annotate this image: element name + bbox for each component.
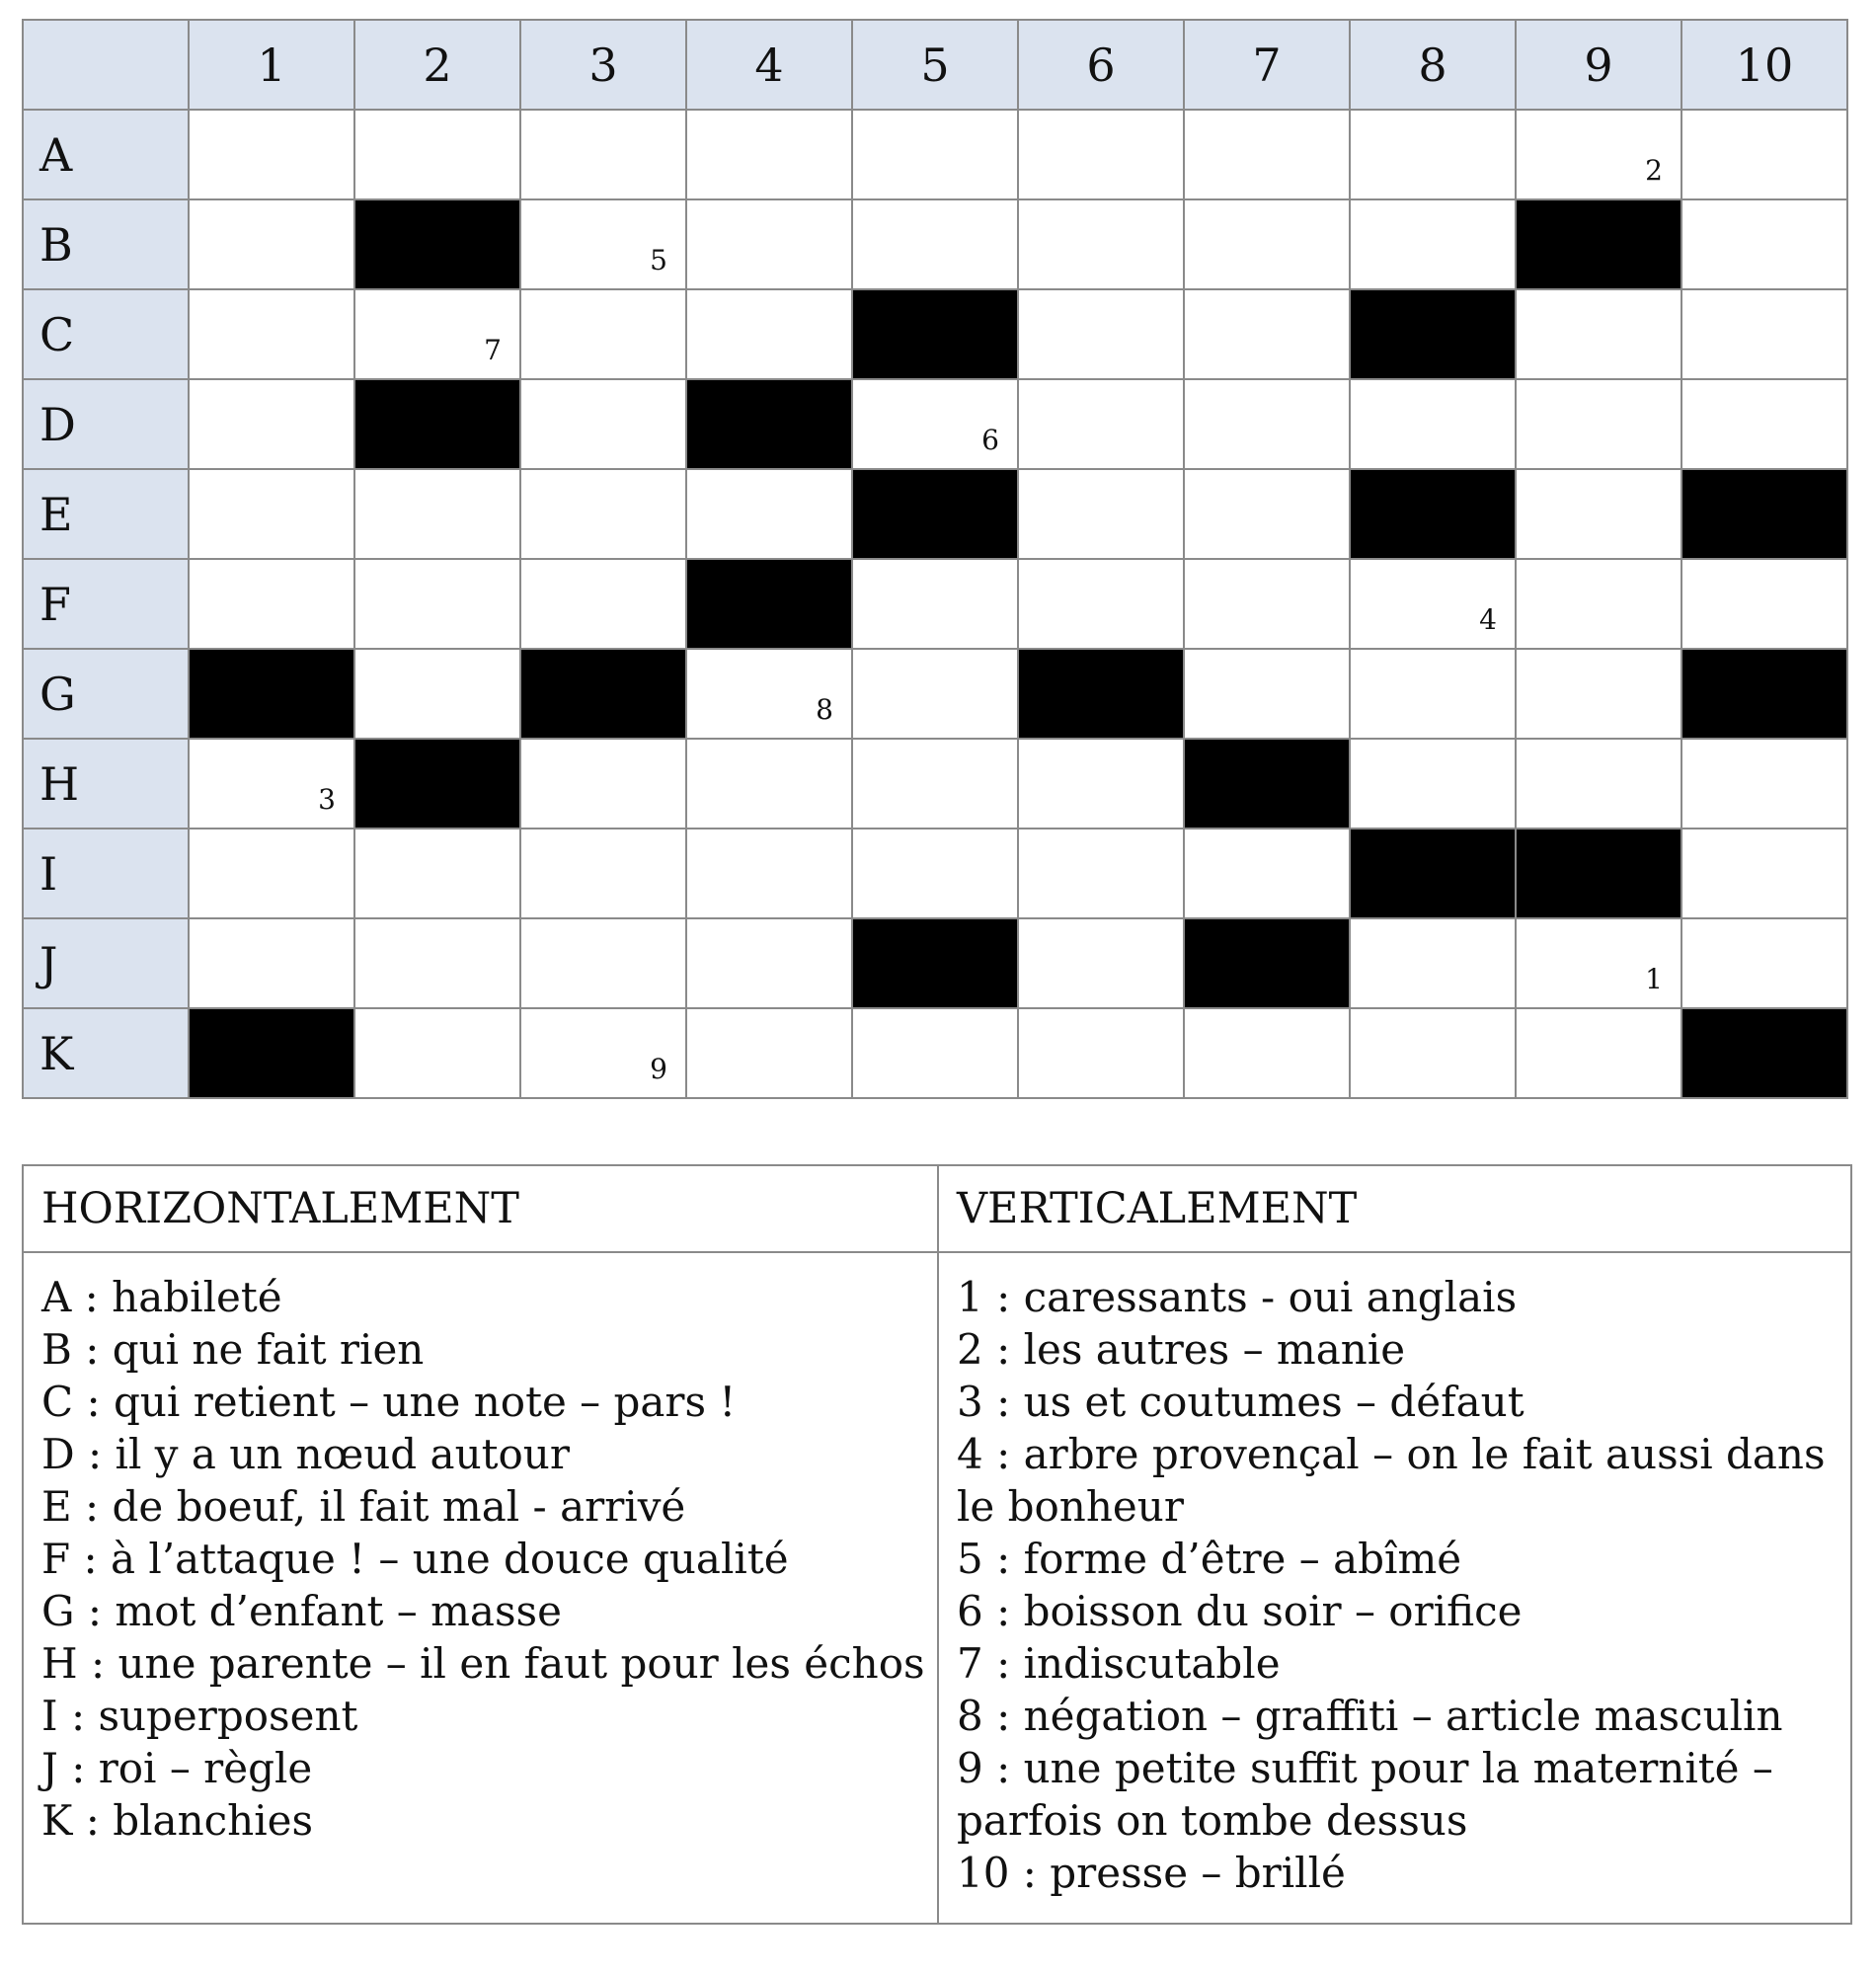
grid-row-B (23, 199, 1847, 289)
grid-cell-D3[interactable] (520, 379, 686, 469)
grid-cell-F10[interactable] (1681, 559, 1847, 649)
grid-cell-C10[interactable] (1681, 289, 1847, 379)
column-header-9: 9 (1516, 20, 1681, 110)
grid-cell-F9[interactable] (1516, 559, 1681, 649)
black-cell-E10 (1681, 469, 1847, 559)
grid-cell-E9[interactable] (1516, 469, 1681, 559)
grid-cell-H10[interactable] (1681, 739, 1847, 829)
grid-cell-F8[interactable] (1350, 559, 1516, 649)
grid-row-I (23, 829, 1847, 918)
grid-cell-K9[interactable] (1516, 1008, 1681, 1098)
black-cell-J7 (1184, 918, 1350, 1008)
horizontal-clue: J : roi – règle (41, 1744, 313, 1792)
grid-row-A (23, 110, 1847, 199)
black-cell-J5 (852, 918, 1018, 1008)
clues-body-row (23, 1252, 1851, 1924)
grid-cell-K8[interactable] (1350, 1008, 1516, 1098)
row-header-E: E (23, 469, 189, 559)
column-header-5: 5 (852, 20, 1018, 110)
vertical-clue: 3 : us et coutumes – défaut (957, 1378, 1524, 1426)
horizontal-clue: B : qui ne fait rien (41, 1325, 425, 1374)
grid-cell-A4[interactable] (686, 110, 852, 199)
grid-cell-H5[interactable] (852, 739, 1018, 829)
horizontal-clue: F : à l’attaque ! – une douce qualité (41, 1535, 789, 1583)
grid-cell-I1[interactable] (189, 829, 354, 918)
grid-cell-D8[interactable] (1350, 379, 1516, 469)
grid-cell-A3[interactable] (520, 110, 686, 199)
row-header-B: B (23, 199, 189, 289)
grid-cell-H9[interactable] (1516, 739, 1681, 829)
grid-cell-I2[interactable] (354, 829, 520, 918)
clue-number: 1 (1645, 963, 1663, 995)
corner-cell (23, 20, 189, 110)
grid-cell-E2[interactable] (354, 469, 520, 559)
column-header-row (23, 20, 1847, 110)
grid-row-K (23, 1008, 1847, 1098)
horizontal-clue-list (23, 1252, 938, 1924)
grid-cell-A9[interactable] (1516, 110, 1681, 199)
row-header-D: D (23, 379, 189, 469)
column-header-3: 3 (520, 20, 686, 110)
horizontal-title: HORIZONTALEMENT (23, 1165, 938, 1252)
black-cell-F4 (686, 559, 852, 649)
column-header-10: 10 (1681, 20, 1847, 110)
grid-cell-C9[interactable] (1516, 289, 1681, 379)
vertical-clue-list (938, 1252, 1851, 1924)
grid-row-D (23, 379, 1847, 469)
grid-cell-K4[interactable] (686, 1008, 852, 1098)
row-header-K: K (23, 1008, 189, 1098)
black-cell-H2 (354, 739, 520, 829)
black-cell-G6 (1018, 649, 1184, 739)
grid-cell-I4[interactable] (686, 829, 852, 918)
grid-cell-K5[interactable] (852, 1008, 1018, 1098)
grid-cell-E6[interactable] (1018, 469, 1184, 559)
grid-cell-B10[interactable] (1681, 199, 1847, 289)
grid-cell-G4[interactable] (686, 649, 852, 739)
grid-row-C (23, 289, 1847, 379)
grid-cell-I5[interactable] (852, 829, 1018, 918)
grid-cell-G5[interactable] (852, 649, 1018, 739)
row-header-F: F (23, 559, 189, 649)
grid-cell-A10[interactable] (1681, 110, 1847, 199)
horizontal-clue: D : il y a un nœud autour (41, 1430, 570, 1478)
grid-cell-J4[interactable] (686, 918, 852, 1008)
horizontal-clue: K : blanchies (41, 1796, 314, 1845)
vertical-clue: 9 : une petite suffit pour la maternité – (957, 1744, 1773, 1792)
grid-cell-J1[interactable] (189, 918, 354, 1008)
grid-cell-C4[interactable] (686, 289, 852, 379)
grid-cell-G7[interactable] (1184, 649, 1350, 739)
grid-cell-J9[interactable] (1516, 918, 1681, 1008)
clue-number: 9 (650, 1053, 667, 1085)
clues-table (22, 1164, 1852, 1925)
grid-cell-K2[interactable] (354, 1008, 520, 1098)
grid-cell-B5[interactable] (852, 199, 1018, 289)
row-header-J: J (23, 918, 189, 1008)
row-header-A: A (23, 110, 189, 199)
vertical-clue: 6 : boisson du soir – orifice (957, 1587, 1523, 1635)
grid-cell-H3[interactable] (520, 739, 686, 829)
horizontal-clue: E : de boeuf, il fait mal - arrivé (41, 1482, 686, 1531)
grid-cell-H4[interactable] (686, 739, 852, 829)
clue-number: 6 (981, 424, 999, 456)
black-cell-K10 (1681, 1008, 1847, 1098)
black-cell-K1 (189, 1008, 354, 1098)
black-cell-G1 (189, 649, 354, 739)
grid-cell-H1[interactable] (189, 739, 354, 829)
clue-number: 7 (484, 334, 502, 366)
black-cell-C5 (852, 289, 1018, 379)
grid-cell-F6[interactable] (1018, 559, 1184, 649)
black-cell-E8 (1350, 469, 1516, 559)
grid-cell-C3[interactable] (520, 289, 686, 379)
grid-cell-A2[interactable] (354, 110, 520, 199)
grid-cell-B4[interactable] (686, 199, 852, 289)
horizontal-clue: I : superposent (41, 1692, 358, 1740)
grid-cell-J8[interactable] (1350, 918, 1516, 1008)
grid-row-F (23, 559, 1847, 649)
grid-cell-B8[interactable] (1350, 199, 1516, 289)
column-header-2: 2 (354, 20, 520, 110)
row-header-G: G (23, 649, 189, 739)
vertical-clue: 8 : négation – graffiti – article masculin (957, 1692, 1783, 1740)
column-header-8: 8 (1350, 20, 1516, 110)
grid-cell-G8[interactable] (1350, 649, 1516, 739)
grid-body (23, 110, 1847, 1098)
grid-cell-I6[interactable] (1018, 829, 1184, 918)
black-cell-B2 (354, 199, 520, 289)
grid-cell-D6[interactable] (1018, 379, 1184, 469)
vertical-clue: parfois on tombe dessus (957, 1796, 1468, 1845)
black-cell-H7 (1184, 739, 1350, 829)
grid-row-G (23, 649, 1847, 739)
horizontal-clue: A : habileté (41, 1273, 282, 1321)
grid-cell-B1[interactable] (189, 199, 354, 289)
grid-cell-D5[interactable] (852, 379, 1018, 469)
vertical-clue: le bonheur (957, 1482, 1184, 1531)
black-cell-D2 (354, 379, 520, 469)
column-header-4: 4 (686, 20, 852, 110)
grid-cell-E3[interactable] (520, 469, 686, 559)
vertical-clue: 4 : arbre provençal – on le fait aussi dans (957, 1430, 1826, 1478)
black-cell-B9 (1516, 199, 1681, 289)
grid-cell-A5[interactable] (852, 110, 1018, 199)
grid-cell-H6[interactable] (1018, 739, 1184, 829)
column-header-1: 1 (189, 20, 354, 110)
grid-cell-A8[interactable] (1350, 110, 1516, 199)
grid-cell-E4[interactable] (686, 469, 852, 559)
row-header-H: H (23, 739, 189, 829)
black-cell-I8 (1350, 829, 1516, 918)
vertical-clue: 2 : les autres – manie (957, 1325, 1406, 1374)
grid-row-E (23, 469, 1847, 559)
grid-cell-I3[interactable] (520, 829, 686, 918)
grid-cell-D10[interactable] (1681, 379, 1847, 469)
grid-row-J (23, 918, 1847, 1008)
vertical-clue: 1 : caressants - oui anglais (957, 1273, 1518, 1321)
grid-cell-J2[interactable] (354, 918, 520, 1008)
row-header-I: I (23, 829, 189, 918)
grid-cell-B3[interactable] (520, 199, 686, 289)
crossword-grid (22, 19, 1848, 1099)
clue-number: 2 (1645, 154, 1663, 187)
grid-cell-E1[interactable] (189, 469, 354, 559)
grid-cell-G9[interactable] (1516, 649, 1681, 739)
grid-cell-J6[interactable] (1018, 918, 1184, 1008)
clue-number: 3 (318, 783, 336, 816)
grid-cell-C7[interactable] (1184, 289, 1350, 379)
vertical-clue: 5 : forme d’être – abîmé (957, 1535, 1462, 1583)
column-header-7: 7 (1184, 20, 1350, 110)
grid-cell-F3[interactable] (520, 559, 686, 649)
grid-cell-E7[interactable] (1184, 469, 1350, 559)
grid-cell-K3[interactable] (520, 1008, 686, 1098)
clue-number: 5 (650, 244, 667, 276)
grid-cell-D1[interactable] (189, 379, 354, 469)
vertical-clue: 10 : presse – brillé (957, 1849, 1346, 1897)
grid-cell-G2[interactable] (354, 649, 520, 739)
grid-cell-J3[interactable] (520, 918, 686, 1008)
grid-cell-C2[interactable] (354, 289, 520, 379)
vertical-clue: 7 : indiscutable (957, 1639, 1281, 1688)
grid-cell-D9[interactable] (1516, 379, 1681, 469)
horizontal-clue: H : une parente – il en faut pour les échos (41, 1639, 925, 1688)
vertical-title: VERTICALEMENT (938, 1165, 1851, 1252)
row-header-C: C (23, 289, 189, 379)
grid-cell-F7[interactable] (1184, 559, 1350, 649)
grid-cell-A1[interactable] (189, 110, 354, 199)
grid-cell-J10[interactable] (1681, 918, 1847, 1008)
grid-cell-B7[interactable] (1184, 199, 1350, 289)
black-cell-G10 (1681, 649, 1847, 739)
grid-cell-B6[interactable] (1018, 199, 1184, 289)
grid-cell-C1[interactable] (189, 289, 354, 379)
column-header-6: 6 (1018, 20, 1184, 110)
grid-cell-K7[interactable] (1184, 1008, 1350, 1098)
black-cell-C8 (1350, 289, 1516, 379)
black-cell-E5 (852, 469, 1018, 559)
grid-cell-F5[interactable] (852, 559, 1018, 649)
grid-row-H (23, 739, 1847, 829)
grid-cell-F1[interactable] (189, 559, 354, 649)
grid-cell-I7[interactable] (1184, 829, 1350, 918)
grid-cell-A6[interactable] (1018, 110, 1184, 199)
horizontal-clue: C : qui retient – une note – pars ! (41, 1378, 737, 1426)
horizontal-clue: G : mot d’enfant – masse (41, 1587, 562, 1635)
grid-cell-K6[interactable] (1018, 1008, 1184, 1098)
black-cell-G3 (520, 649, 686, 739)
grid-cell-I10[interactable] (1681, 829, 1847, 918)
grid-cell-A7[interactable] (1184, 110, 1350, 199)
clue-number: 4 (1479, 603, 1497, 636)
clues-header-row (23, 1165, 1851, 1252)
grid-cell-F2[interactable] (354, 559, 520, 649)
clue-number: 8 (816, 693, 833, 726)
grid-cell-D7[interactable] (1184, 379, 1350, 469)
grid-cell-H8[interactable] (1350, 739, 1516, 829)
black-cell-I9 (1516, 829, 1681, 918)
grid-cell-C6[interactable] (1018, 289, 1184, 379)
black-cell-D4 (686, 379, 852, 469)
